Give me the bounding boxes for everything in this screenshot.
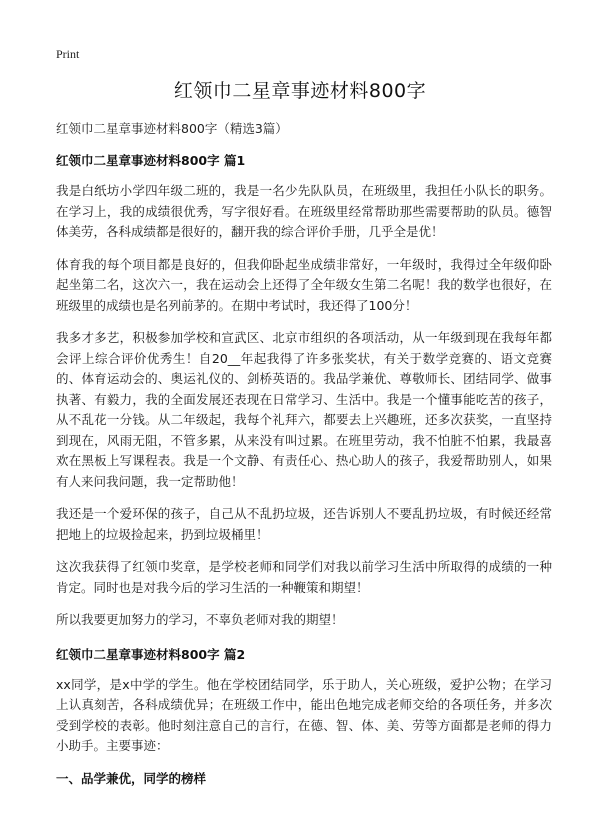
paragraph: 我还是一个爱环保的孩子，自己从不乱扔垃圾，还告诉别人不要乱扔垃圾，有时候还经常把地上的垃圾捡起来，扔到垃圾桶里！ [56, 506, 552, 542]
paragraph: xx同学，是x中学的学生。他在学校团结同学，乐于助人，关心班级，爱护公物；在学习上认真刻苦，各科成绩优异；在班级工作中，能出色地完成老师交给的各项任务，并多次受到学校的表彰。他时刻注意自己的言行，在德、智、体、美、劳等方面都是老师的得力小助手。主要事迹： [56, 676, 552, 753]
section-heading-1: 红领巾二星章事迹材料800字 篇1 [56, 153, 246, 168]
print-link[interactable]: Print [56, 47, 80, 61]
article-subtitle: 红领巾二星章事迹材料800字（精选3篇） [56, 121, 288, 136]
subheading: 一、品学兼优，同学的榜样 [56, 770, 207, 786]
paragraph: 体育我的每个项目都是良好的，但我仰卧起坐成绩非常好，一年级时，我得过全年级仰卧起坐第二名，这次六一，我在运动会上还得了全年级女生第二名呢！我的数学也很好，在班级里的成绩也是名列前茅的。在期中考试时，我还得了100分！ [56, 256, 552, 313]
paragraph: 我多才多艺，积极参加学校和宣武区、北京市组织的各项活动，从一年级到现在我每年都会评上综合评价优秀生！自20__年起我得了许多张奖状，有关于数学竞赛的、语文竞赛的、体育运动会的、奥运礼仪的、剑桥英语的。我品学兼优、尊敬师长、团结同学、做事执著、有毅力，我的全面发展还表现在日常学习、生活中。我是一个懂事能吃苦的孩子，从不乱花一分钱。从二年级起，我每个礼拜六，都要去上兴趣班，还多次获奖，一直坚持到现在，风雨无阻，不管多累，从来没有叫过累。在班里劳动，我不怕脏不怕累，我最喜欢在黑板上写课程表。我是一个文静、有责任心、热心助人的孩子，我爱帮助别人，如果有人来问我问题，我一定帮助他！ [56, 330, 552, 489]
article-body [56, 118, 552, 789]
paragraph: 我是白纸坊小学四年级二班的，我是一名少先队队员，在班级里，我担任小队长的职务。在学习上，我的成绩很优秀，写字很好看。在班级里经常帮助那些需要帮助的队员。德智体美劳，各科成绩都是很好的，翻开我的综合评价手册，几乎全是优！ [56, 183, 552, 239]
paragraph: 这次我获得了红领巾奖章，是学校老师和同学们对我以前学习生活中所取得的成绩的一种肯定。同时也是对我今后的学习生活的一种鞭策和期望！ [56, 559, 552, 595]
paragraph: 所以我要更加努力的学习，不辜负老师对我的期望！ [56, 612, 344, 627]
section-heading-2: 红领巾二星章事迹材料800字 篇2 [56, 646, 246, 662]
page-title: 红领巾二星章事迹材料800字 [173, 80, 427, 102]
